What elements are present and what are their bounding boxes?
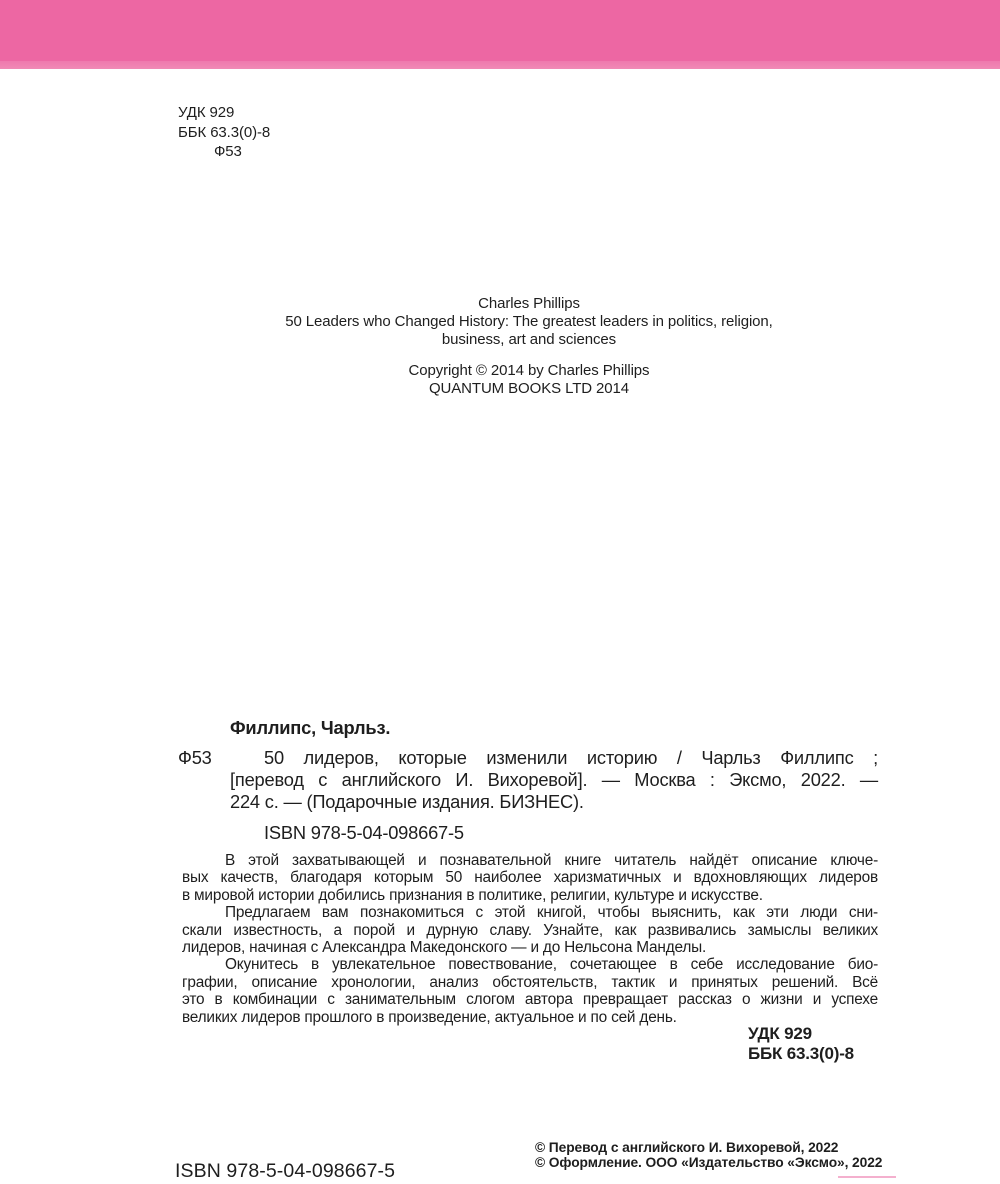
original-copyright-line: QUANTUM BOOKS LTD 2014	[428, 380, 630, 398]
bottom-classification-codes	[748, 1024, 854, 1063]
annotation-line: в мировой истории добились признания в политике, религии, культуре и искусстве.	[182, 886, 763, 904]
original-edition-block	[180, 295, 878, 398]
original-title-line: business, art and sciences	[441, 330, 617, 348]
footer-copyright-line: © Перевод с английского И. Вихоревой, 2022	[535, 1140, 839, 1155]
catalog-entry-block	[178, 717, 878, 844]
annotation-line: графии, описание хронологии, анализ обстоятельств, тактик и принятых решений. Всё	[182, 973, 878, 991]
top-classification-codes	[178, 103, 270, 162]
original-title-lines	[180, 313, 878, 349]
catalog-description-line: 50 лидеров, которые изменили историю / Чарльз Филлипс ;	[264, 747, 878, 768]
catalog-description-line: 224 с. — (Подарочные издания. БИЗНЕС).	[230, 791, 584, 812]
annotation-line: скали известность, а порой и дурную славу. Узнайте, как развивались замыслы великих	[182, 921, 878, 939]
annotation-line: В этой захватывающей и познавательной книге читатель найдёт описание ключе-	[225, 852, 878, 869]
footer-copyright-block	[535, 1141, 882, 1171]
original-copyright-group	[180, 362, 878, 398]
annotation-paragraph-2	[182, 904, 878, 956]
catalog-isbn: ISBN 978-5-04-098667-5	[264, 822, 464, 843]
annotation-paragraph-1	[182, 852, 878, 904]
classification-code-line: ББК 63.3(0)-8	[178, 123, 271, 141]
classification-code-line: Ф53	[214, 143, 242, 160]
catalog-author: Филлипс, Чарльз.	[230, 717, 391, 738]
footer-isbn: ISBN 978-5-04-098667-5	[175, 1160, 396, 1182]
catalog-description-lines	[230, 747, 878, 813]
annotation-line: Окунитесь в увлекательное повествование, сочетающее в себе исследование био-	[225, 956, 878, 974]
annotation-paragraph-3	[182, 956, 878, 1026]
annotation-line: великих лидеров прошлого в произведение, актуальное и по сей день.	[182, 1008, 677, 1026]
pink-underline-artifact	[838, 1176, 896, 1178]
annotation-line: вых качеств, благодаря которым 50 наиболее харизматичных и вдохновляющих лидеров	[182, 869, 878, 887]
catalog-entry	[178, 747, 878, 813]
top-color-band	[0, 0, 1000, 69]
original-author: Charles Phillips	[478, 295, 580, 312]
annotation-line: Предлагаем вам познакомиться с этой книгой, чтобы выяснить, как эти люди сни-	[225, 904, 878, 922]
footer-copyright-line: © Оформление. ООО «Издательство «Эксмо», 2022	[535, 1154, 883, 1170]
classification-code-line: ББК 63.3(0)-8	[748, 1043, 854, 1063]
annotation-line: лидеров, начиная с Александра Македонского — и до Нельсона Манделы.	[182, 939, 707, 957]
catalog-author-code: Ф53	[178, 747, 212, 768]
original-title-group	[180, 295, 878, 348]
annotation-block	[182, 852, 878, 1026]
classification-code-line: УДК 929	[748, 1024, 812, 1043]
original-title-line: 50 Leaders who Changed History: The greatest leaders in politics, religion,	[285, 312, 773, 330]
annotation-line: это в комбинации с занимательным слогом автора превращает рассказ о жизни и успехе	[182, 991, 878, 1009]
catalog-description-line: [перевод с английского И. Вихоревой]. — Москва : Эксмо, 2022. —	[230, 769, 878, 790]
classification-code-line: УДК 929	[178, 104, 235, 121]
original-copyright-line: Copyright © 2014 by Charles Phillips	[408, 362, 650, 380]
